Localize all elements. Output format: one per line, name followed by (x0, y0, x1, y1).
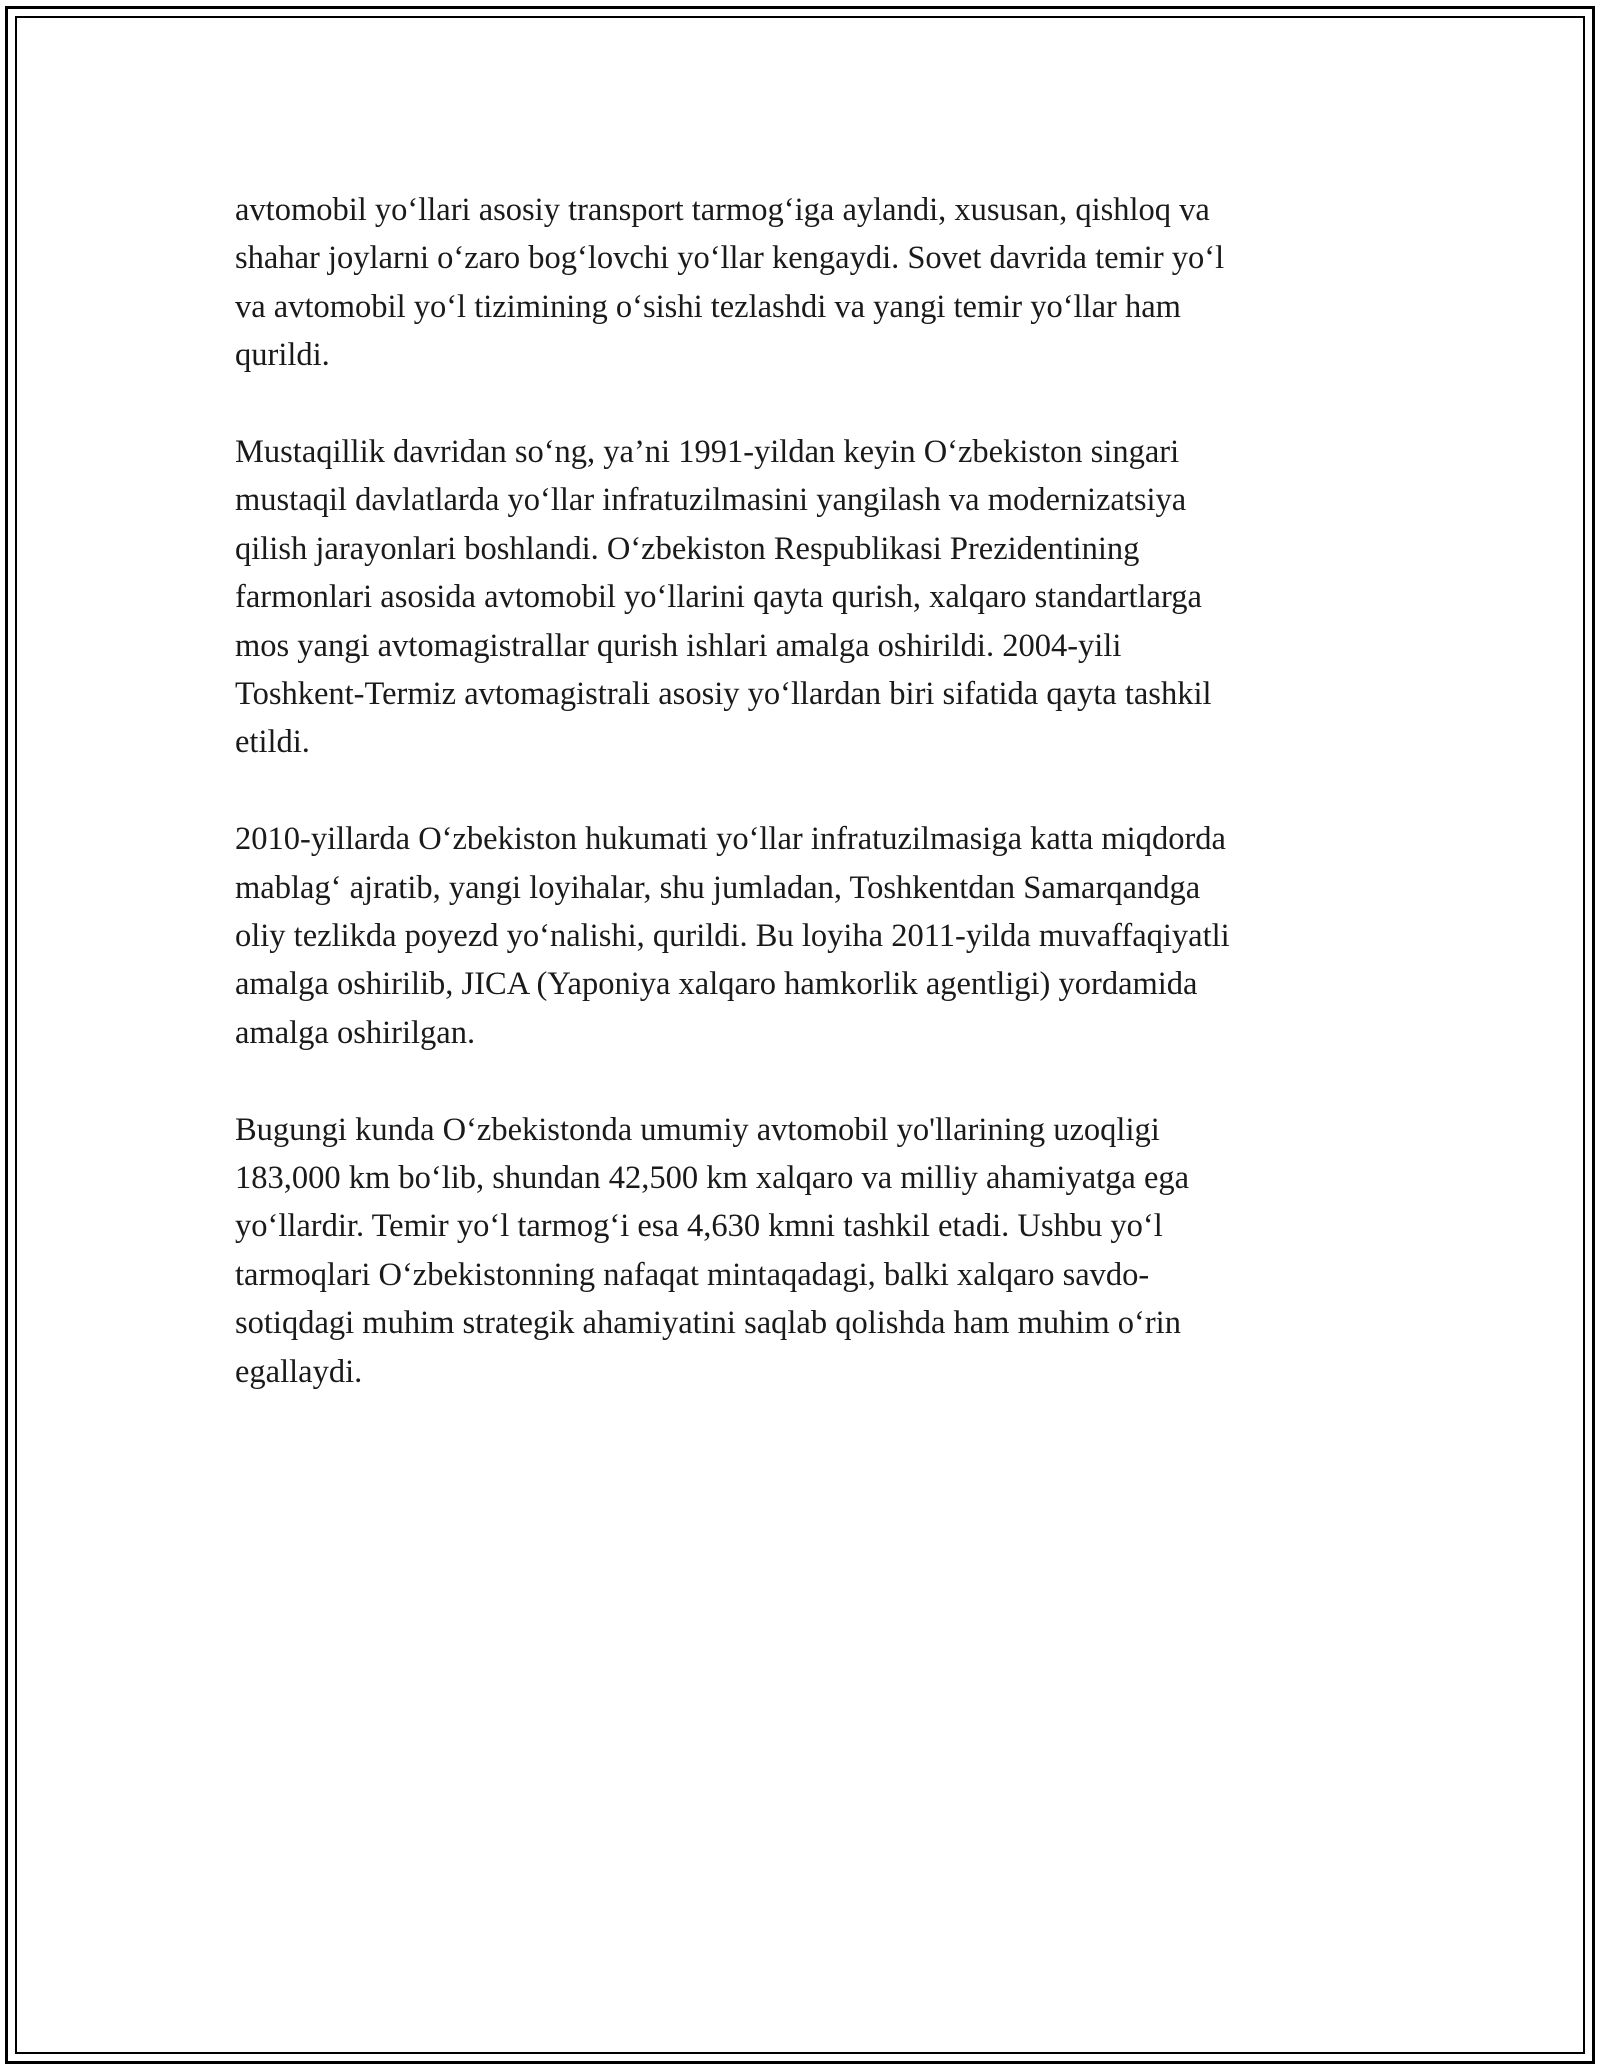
text-line: mustaqil davlatlarda yo‘llar infratuzilmasini yangilash va modernizatsiya (235, 482, 1187, 519)
text-line: egallaydi. (235, 1353, 363, 1390)
text-line: avtomobil yo‘llari asosiy transport tarmog‘iga aylandi, xususan, qishloq va (235, 192, 1210, 228)
text-line: mos yangi avtomagistrallar qurish ishlari amalga oshirildi. 2004-yili (235, 627, 1122, 664)
text-line: tarmoqlari O‘zbekistonning nafaqat mintaqadagi, balki xalqaro savdo- (235, 1256, 1150, 1293)
text-line: Mustaqillik davridan so‘ng, ya’ni 1991-yildan keyin O‘zbekiston singari (235, 434, 1180, 471)
text-line: va avtomobil yo‘l tizimining o‘sishi tezlashdi va yangi temir yo‘llar ham (235, 288, 1181, 325)
text-line: amalga oshirilib, JICA (Yaponiya xalqaro hamkorlik agentligi) yordamida (235, 966, 1198, 1003)
text-line: etildi. (235, 724, 310, 761)
text-line: qilish jarayonlari boshlandi. O‘zbekiston Respublikasi Prezidentining (235, 530, 1140, 567)
paragraph-4 (235, 1106, 1375, 1396)
text-line: Bugungi kunda O‘zbekistonda umumiy avtomobil yo'llarining uzoqligi (235, 1111, 1160, 1148)
text-line: 2010-yillarda O‘zbekiston hukumati yo‘llar infratuzilmasiga katta miqdorda (235, 821, 1226, 858)
paragraph-1 (235, 186, 1375, 380)
text-line: farmonlari asosida avtomobil yo‘llarini qayta qurish, xalqaro standartlarga (235, 579, 1202, 616)
paragraph-2 (235, 428, 1375, 767)
text-line: mablag‘ ajratib, yangi loyihalar, shu jumladan, Toshkentdan Samarqandga (235, 869, 1201, 906)
text-line: amalga oshirilgan. (235, 1014, 476, 1051)
text-line: yo‘llardir. Temir yo‘l tarmog‘i esa 4,630 kmni tashkil etadi. Ushbu yo‘l (235, 1208, 1163, 1245)
document-body (235, 186, 1375, 1396)
text-line: shahar joylarni o‘zaro bog‘lovchi yo‘llar kengaydi. Sovet davrida temir yo‘l (235, 240, 1225, 277)
paragraph-3 (235, 815, 1375, 1057)
text-line: 183,000 km bo‘lib, shundan 42,500 km xalqaro va milliy ahamiyatga ega (235, 1160, 1190, 1197)
text-line: Toshkent-Termiz avtomagistrali asosiy yo‘llardan biri sifatida qayta tashkil (235, 676, 1212, 713)
text-line: qurildi. (235, 337, 330, 374)
text-line: oliy tezlikda poyezd yo‘nalishi, qurildi. Bu loyiha 2011-yilda muvaffaqiyatli (235, 918, 1230, 955)
text-line: sotiqdagi muhim strategik ahamiyatini saqlab qolishda ham muhim o‘rin (235, 1305, 1181, 1342)
